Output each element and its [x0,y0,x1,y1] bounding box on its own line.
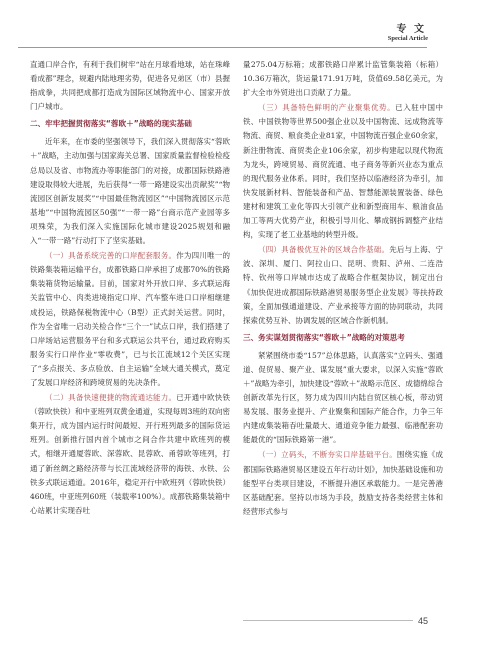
subheading: （一）具备系统完善的口岸配套服务。 [45,251,177,261]
page-number: 45 [417,616,428,626]
paragraph-body: 围绕实施《成都国际铁路港贸易区建设五年行动计划》，加快基础设施和功能型平台类项目建设，不断提升港区承载能力。一是完善港区基础配套。坚持以市场为手段，鼓励支持各类经营主体和经营形式参与 [243,450,444,516]
subheading: （二）具备快速便捷的物流通达能力。 [45,393,177,403]
section-title: 专 文 [396,24,426,35]
left-column [30,58,230,519]
subheading: （四）具备极优互补的区域合作基础。 [258,245,390,255]
paragraph: 直通口岸合作，有利于我们树牢“站在月球看地球，站在珠峰看成都”理念，规避内陆地理劣势，促进各兄弟区（市）县握指成拳，共同把成都打造成为国际区域物流中心、国家开放门户城市。 [30,60,230,112]
paragraph-body: 已入驻中国中铁、中国铁物等世界500强企业以及中国物流、远成物流等物流、商贸、粮食类企业81家，中国物流百强企业60余家，新注册物流、商贸类企业106余家，初步构建起以现代物流为龙头，跨境贸易、商贸流通、电子商务等新兴业态为重点的现代服务业体系。同时，我们坚持以临港经济为牵引，加快发展新材料、智能装备和产品、智慧能源装置装备、绿色建材和建筑工业化等四大引领产业和新型商用车、粮油食品加工等两大优势产业，积极引导川化、攀成钢拆调整产业结构，实现了老工业基地的转型升级。 [243,103,444,240]
paragraph-body: 先后与上海、宁波、深圳、厦门、阿拉山口、昆明、贵阳、泸州、二连浩特、钦州等口岸城市达成了战略合作框架协议，制定出台《加快促进成都国际铁路港贸易服务型企业发展》等扶持政策，全面加强通道建设、产业承接等方面的协同联动，共同探索优势互补、协调发展的区域合作新机制。 [243,245,444,325]
paragraph: 近年来，在市委的坚强领导下，我们深入贯彻落实“蓉欧＋”战略，主动加强与国家海关总署、国家质量监督检验检疫总局以及省、市物流办等职能部门的对接，成都国际铁路港建设取得较大进展，先后获得“一带一路建设实出贡献奖”“物流园区创新发展奖”“中国最佳物流园区”“中国物流园区示范基地”“中国物流园区50强”“一带一路”台商示范产业园等多项殊荣，为我们深入实施国际化城市建设2025规划和融入“一带一路”行动打下了坚实基础。 [30,137,230,246]
paragraph [243,243,443,328]
section-heading: 三、务实谋划贯彻落实“蓉欧＋”战略的对策思考 [243,332,405,342]
paragraph [243,448,443,518]
right-column [243,58,443,520]
paragraph [30,249,230,390]
paragraph: 量275.04万标箱；成都铁路口岸累计监管集装箱（标箱）10.36万箱次，货运量171.91万吨，货值69.58亿美元，为扩大全市外贸进出口贡献了力量。 [243,60,443,98]
section-subtitle: Special Article [387,35,428,42]
paragraph [30,391,230,518]
paragraph-body: 作为四川唯一的铁路集装箱运输平台，成都铁路口岸承担了成都70%的铁路集装箱货物运输量。目前，国家对外开放口岸、多式联运海关监管中心、肉类进境指定口岸、汽车整车进口口岸相继建成投运，铁路保税物流中心（B型）正式封关运营。同时，作为全省唯一启动关检合作“三个一”试点口岸，我们搭建了口岸场站运营服务平台和多式联运公共平台，通过政府购买服务实行口岸作业“零收费”，已与长江流域12个关区实现了“多点报关、多点验放、自主运输”全域大通关模式，奠定了发展口岸经济和跨境贸易的先决条件。 [30,251,231,387]
subheading: （一）立码头，不断夯实口岸基础平台。 [258,450,397,460]
header-divider [18,47,427,48]
paragraph: 紧紧围绕市委“157”总体思路，认真落实“立码头、强通道、促贸易、聚产业、谋发展”重大要求，以深入实施“蓉欧＋”战略为牵引，加快建设“蓉欧＋”战略示范区、成德绵综合创新改革先行区，努力成为四川内陆自贸区核心板，带动贸易发展、服务业提升、产业聚集和国际产能合作，力争三年内建成集装箱吞吐量最大、通道竞争能力最强、临港配套功能最优的“国际铁路第一港”。 [243,350,443,445]
paragraph [243,101,443,242]
footer-divider [243,620,413,621]
subheading: （三）具备特色鲜明的产业聚集优势。 [258,103,396,113]
paragraph-body: 已开通中欧快铁（蓉欧快铁）和中亚班列双黄金通道，实现每周3班的双向密集开行，成为国内运行时间最短、开行班列最多的国际货运班列。创新推行国内首个城市之间合作共建中欧班列的模式，相继开通厦蓉欧、深蓉欧、昆蓉欧、甬蓉欧等班列，打通了新丝绸之路经济带与长江流域经济带的海铁、水铁、公铁多式联运通道。2016年，稳定开行中欧班列（蓉欧快铁）460班，中亚班列60班（装载率100%）。成都铁路集装箱中心站累计实现吞吐 [30,393,231,515]
section-heading: 二、牢牢把握贯彻落实“蓉欧＋”战略的现实基础 [30,119,192,129]
